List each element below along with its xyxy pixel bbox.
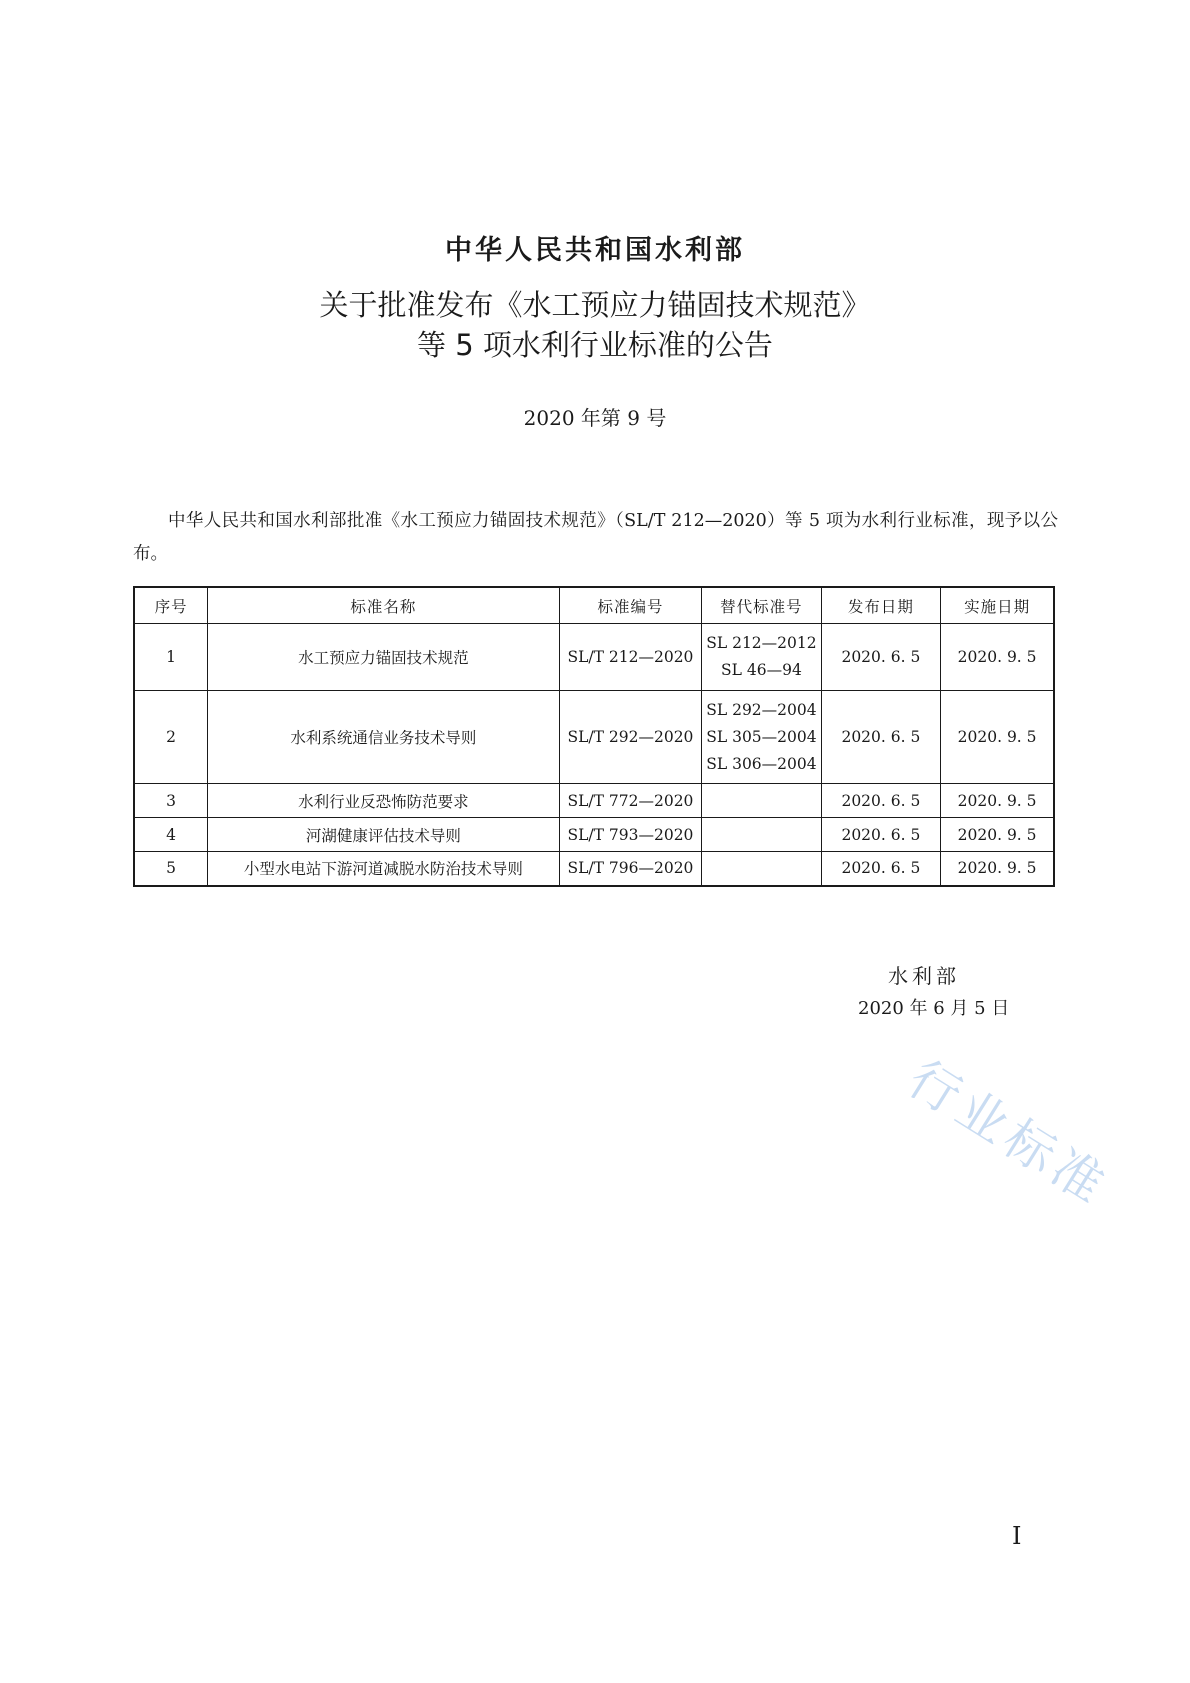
cell-replaced [702,691,821,784]
header-name: 标准名称 [208,587,559,624]
table-row [134,818,1054,852]
cell-published: 2020. 6. 5 [821,818,941,852]
table-row [134,784,1054,818]
watermark: 行业标准 [898,1049,1120,1218]
cell-name: 河湖健康评估技术导则 [208,818,559,852]
cell-replaced [702,852,821,886]
header-implemented: 实施日期 [941,587,1054,624]
replaced-code: SL 292—2004 [706,700,817,719]
signature-department: 水利部 [888,964,960,988]
cell-implemented: 2020. 9. 5 [941,852,1054,886]
replaced-code: SL 305—2004 [706,727,817,746]
cell-no: 5 [134,852,208,886]
title-line-1: 关于批准发布《水工预应力锚固技术规范》 [319,288,871,322]
header-no: 序号 [134,587,208,624]
page-number: I [1012,1522,1022,1550]
header-replaced: 替代标准号 [702,587,821,624]
cell-code: SL/T 212—2020 [559,624,702,691]
table-row [134,624,1054,691]
cell-implemented: 2020. 9. 5 [941,624,1054,691]
cell-implemented: 2020. 9. 5 [941,784,1054,818]
cell-no: 2 [134,691,208,784]
cell-name: 水利系统通信业务技术导则 [208,691,559,784]
standards-table [133,586,1055,887]
body-paragraph: 中华人民共和国水利部批准《水工预应力锚固技术规范》（SL/T 212—2020）等 5 项为水利行业标准，现予以公布。 [133,510,1058,564]
cell-code: SL/T 292—2020 [559,691,702,784]
cell-implemented: 2020. 9. 5 [941,691,1054,784]
cell-published: 2020. 6. 5 [821,784,941,818]
header-published: 发布日期 [821,587,941,624]
cell-published: 2020. 6. 5 [821,852,941,886]
ministry-heading: 中华人民共和国水利部 [445,235,745,266]
cell-no: 4 [134,818,208,852]
cell-published: 2020. 6. 5 [821,691,941,784]
cell-no: 3 [134,784,208,818]
cell-replaced [702,784,821,818]
cell-name: 水工预应力锚固技术规范 [208,624,559,691]
signature-date: 2020 年 6 月 5 日 [858,998,1010,1019]
cell-published: 2020. 6. 5 [821,624,941,691]
cell-replaced [702,624,821,691]
cell-no: 1 [134,624,208,691]
replaced-code: SL 212—2012 [706,634,817,652]
header-code: 标准编号 [559,587,702,624]
announcement-title [0,285,1190,365]
cell-code: SL/T 772—2020 [559,784,702,818]
title-line-2: 等 5 项水利行业标准的公告 [417,328,773,362]
table-row [134,852,1054,886]
cell-name: 小型水电站下游河道减脱水防治技术导则 [208,852,559,886]
table-header-row [134,587,1054,624]
cell-code: SL/T 796—2020 [559,852,702,886]
cell-implemented: 2020. 9. 5 [941,818,1054,852]
cell-replaced [702,818,821,852]
replaced-code: SL 306—2004 [706,754,817,773]
cell-code: SL/T 793—2020 [559,818,702,852]
cell-name: 水利行业反恐怖防范要求 [208,784,559,818]
table-row [134,691,1054,784]
issue-number: 2020 年第 9 号 [523,406,667,430]
replaced-code: SL 46—94 [721,661,802,679]
